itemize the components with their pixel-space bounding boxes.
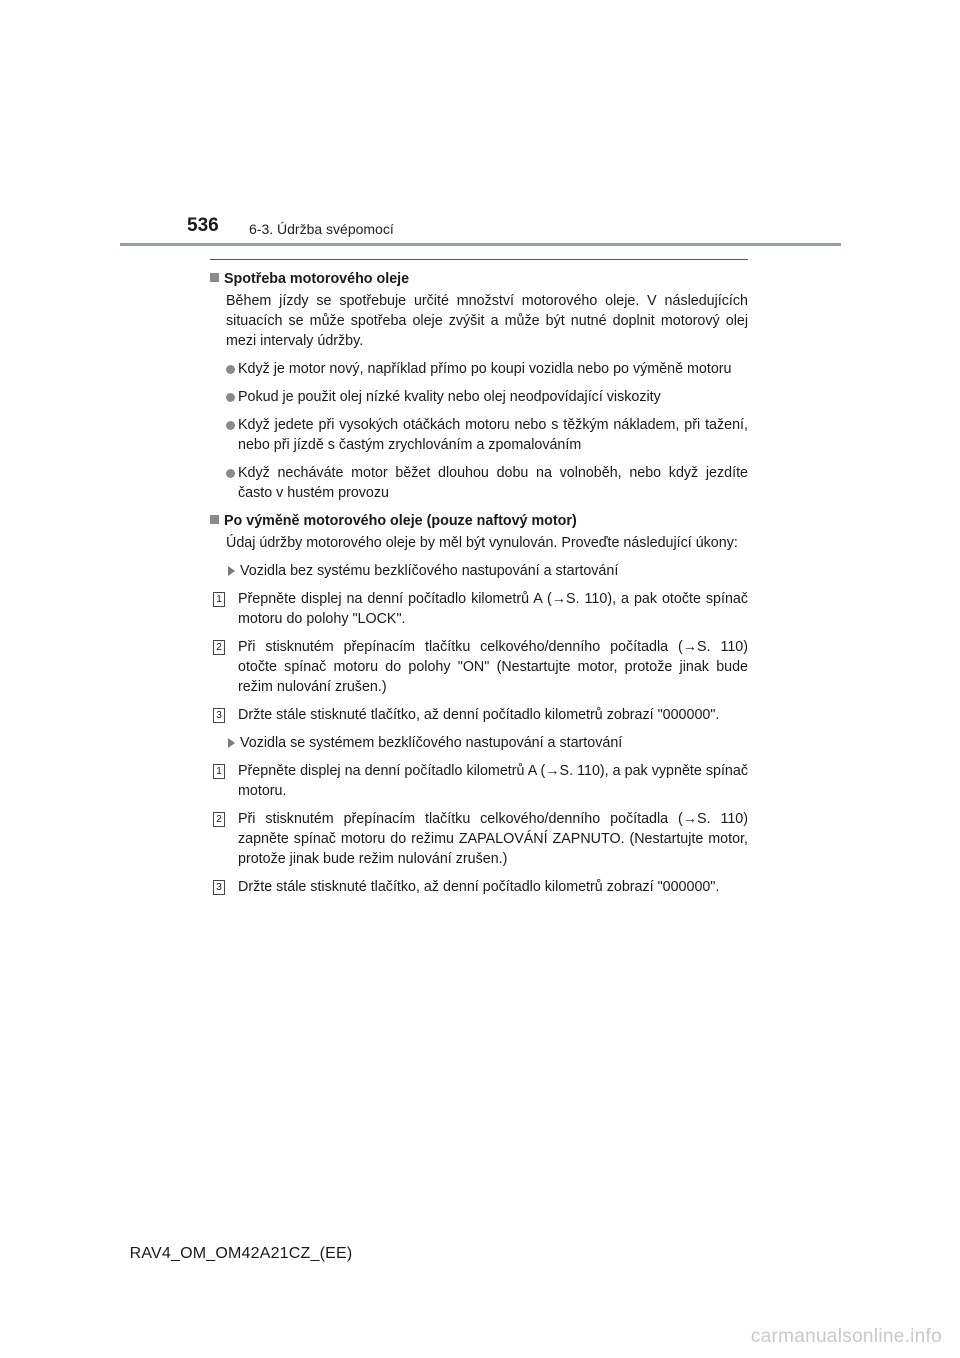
list-item: Když jedete při vysokých otáčkách motoru nebo s těžkým nákladem, při tažení, nebo při jízdě s častým zrychlováním a zpomalováním	[226, 415, 748, 455]
list-item: Pokud je použit olej nízké kvality nebo olej neodpovídající viskozity	[226, 387, 748, 407]
step-item: 1 Přepněte displej na denní počítadlo kilometrů A (→S. 110), a pak vypněte spínač motoru.	[210, 761, 748, 801]
step-number-badge: 1	[213, 764, 225, 779]
triangle-arrow-icon	[228, 566, 235, 576]
step-item: 1 Přepněte displej na denní počítadlo kilometrů A (→S. 110), a pak otočte spínač motoru do polohy "LOCK".	[210, 589, 748, 629]
triangle-arrow-icon	[228, 738, 235, 748]
content-rule	[210, 259, 748, 260]
list-item: Když je motor nový, například přímo po koupi vozidla nebo po výměně motoru	[226, 359, 748, 379]
step-number-badge: 2	[213, 812, 225, 827]
case-heading: Vozidla bez systému bezklíčového nastupování a startování	[226, 561, 748, 581]
footer-doc-code: RAV4_OM_OM42A21CZ_(EE)	[129, 1245, 353, 1262]
section-heading: Spotřeba motorového oleje	[210, 269, 748, 289]
section-intro: Údaj údržby motorového oleje by měl být vynulován. Proveďte následující úkony:	[226, 535, 738, 551]
square-bullet-icon	[210, 515, 219, 524]
step-item: 3 Držte stále stisknuté tlačítko, až denní počítadlo kilometrů zobrazí "000000".	[210, 705, 748, 725]
header-rule	[120, 243, 841, 246]
page-number: 536	[187, 215, 219, 236]
section-intro: Během jízdy se spotřebuje určité množství motorového oleje. V následujících situacích se může spotřeba oleje zvýšit a může být nutné doplnit motorový olej mezi intervaly údržby.	[226, 293, 748, 349]
bullet-dot-icon	[226, 365, 235, 374]
step-number-badge: 3	[213, 880, 225, 895]
bullet-dot-icon	[226, 393, 235, 402]
case-heading: Vozidla se systémem bezklíčového nastupování a startování	[226, 733, 748, 753]
square-bullet-icon	[210, 273, 219, 282]
bullet-dot-icon	[226, 469, 235, 478]
step-item: 2 Při stisknutém přepínacím tlačítku celkového/denního počítadla (→S. 110) otočte spínač motoru do polohy "ON" (Nestartujte motor, protože jinak bude režim nulování zrušen.)	[210, 637, 748, 697]
section-heading: Po výměně motorového oleje (pouze naftový motor)	[210, 511, 748, 531]
list-item: Když necháváte motor běžet dlouhou dobu na volnoběh, nebo když jezdíte často v hustém provozu	[226, 463, 748, 503]
step-number-badge: 1	[213, 592, 225, 607]
section-title: 6-3. Údržba svépomocí	[249, 221, 394, 237]
step-item: 2 Při stisknutém přepínacím tlačítku celkového/denního počítadla (→S. 110) zapněte spínač motoru do režimu ZAPALOVÁNÍ ZAPNUTO. (Nestartujte motor, protože jinak bude režim nulování zrušen.)	[210, 809, 748, 869]
content	[210, 269, 748, 905]
step-item: 3 Držte stále stisknuté tlačítko, až denní počítadlo kilometrů zobrazí "000000".	[210, 877, 748, 897]
watermark: carmanualsonline.info	[750, 1326, 942, 1347]
step-number-badge: 3	[213, 708, 225, 723]
bullet-dot-icon	[226, 421, 235, 430]
step-number-badge: 2	[213, 640, 225, 655]
